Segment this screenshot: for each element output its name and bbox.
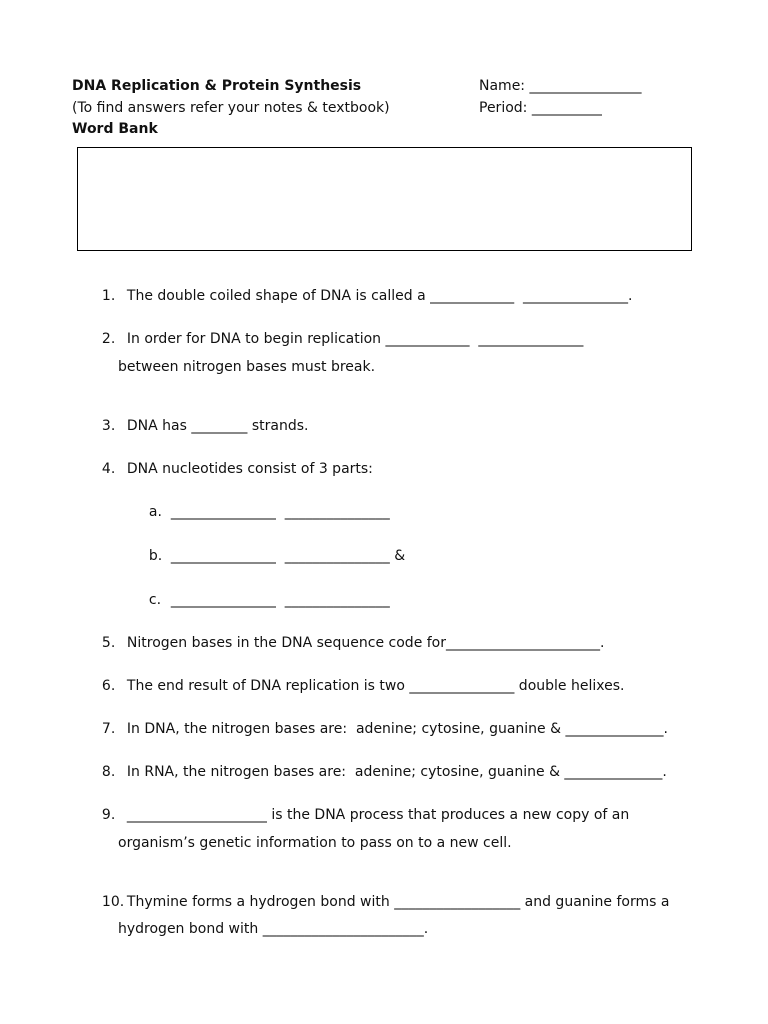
question-4b — [140, 532, 405, 564]
question-7 — [93, 705, 668, 737]
question-4c — [140, 576, 390, 608]
question-number: 6. — [101, 678, 116, 694]
question-10-continued: hydrogen bond with _______________________. — [118, 921, 429, 937]
question-number: 7. — [101, 721, 116, 737]
question-10 — [93, 878, 669, 910]
question-4 — [93, 445, 373, 477]
question-number: 3. — [101, 418, 116, 434]
question-text: Nitrogen bases in the DNA sequence code for______________________. — [126, 635, 605, 651]
word-bank-label: Word Bank — [72, 121, 158, 137]
sub-letter: b. — [148, 548, 163, 564]
question-number: 2. — [101, 331, 116, 347]
question-1 — [93, 272, 633, 304]
question-number: 4. — [101, 461, 116, 477]
worksheet-subtitle: (To find answers refer your notes & textbook) — [72, 100, 390, 116]
sub-letter: c. — [148, 592, 162, 608]
question-5 — [93, 619, 604, 651]
question-text: Thymine forms a hydrogen bond with __________________ and guanine forms a — [126, 894, 670, 910]
question-text: The end result of DNA replication is two _______________ double helixes. — [126, 678, 625, 694]
question-number: 5. — [101, 635, 116, 651]
question-text: ____________________ is the DNA process that produces a new copy of an — [126, 807, 630, 823]
question-text: In order for DNA to begin replication ____________ _______________ — [126, 331, 584, 347]
question-number: 1. — [101, 288, 116, 304]
question-number: 10. — [101, 894, 125, 910]
question-number: 8. — [101, 764, 116, 780]
word-bank-box — [77, 147, 692, 251]
question-text: In RNA, the nitrogen bases are: adenine; cytosine, guanine & ______________. — [126, 764, 667, 780]
question-text: The double coiled shape of DNA is called a ____________ _______________. — [126, 288, 633, 304]
sub-text: _______________ _______________ & — [170, 548, 406, 564]
sub-text: _______________ _______________ — [170, 592, 390, 608]
question-2-continued: between nitrogen bases must break. — [118, 359, 376, 375]
sub-letter: a. — [148, 504, 162, 520]
question-text: DNA nucleotides consist of 3 parts: — [126, 461, 373, 477]
name-field: Name: ________________ — [479, 78, 642, 94]
question-9-continued: organism’s genetic information to pass on to a new cell. — [118, 835, 512, 851]
question-2 — [93, 315, 583, 347]
question-number: 9. — [101, 807, 116, 823]
sub-text: _______________ _______________ — [170, 504, 390, 520]
period-field: Period: __________ — [479, 100, 602, 116]
question-text: In DNA, the nitrogen bases are: adenine; cytosine, guanine & ______________. — [126, 721, 668, 737]
question-9 — [93, 791, 629, 823]
question-8 — [93, 748, 667, 780]
question-3 — [93, 402, 308, 434]
question-4a — [140, 488, 390, 520]
question-text: DNA has ________ strands. — [126, 418, 309, 434]
question-6 — [93, 662, 624, 694]
worksheet-title: DNA Replication & Protein Synthesis — [72, 78, 362, 94]
